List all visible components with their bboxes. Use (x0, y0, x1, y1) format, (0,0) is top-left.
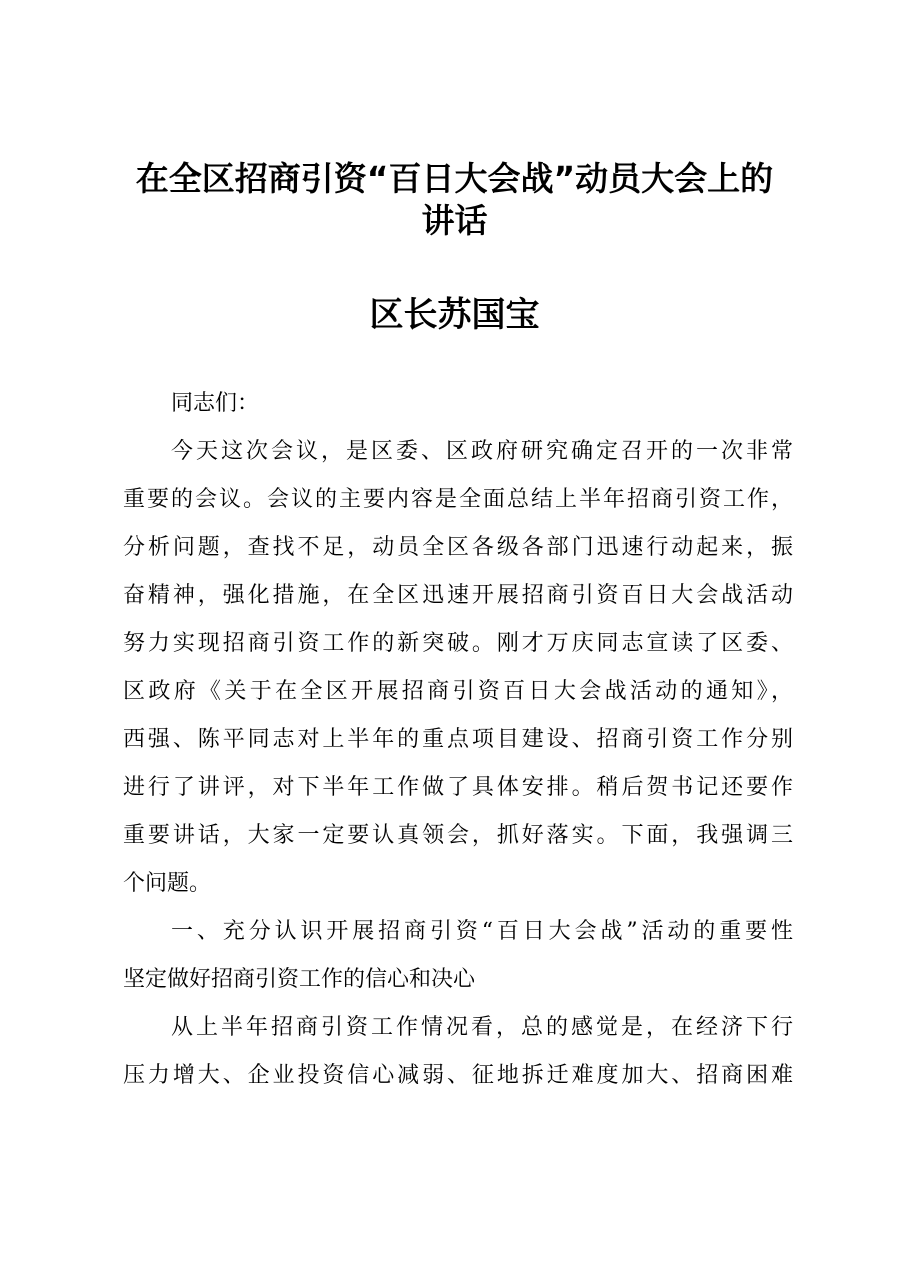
body-text (123, 380, 793, 1100)
body-line: 进行了讲评，对下半年工作做了具体安排。稍后贺书记还要作 (123, 775, 793, 800)
body-line: 重要的会议。会议的主要内容是全面总结上半年招商引资工作， (123, 487, 793, 512)
body-line: 分析问题，查找不足，动员全区各级各部门迅速行动起来，振 (123, 535, 793, 560)
title-line-1: 在全区招商引资“百日大会战”动员大会上的 (135, 159, 774, 198)
body-line: 西强、陈平同志对上半年的重点项目建设、招商引资工作分别 (123, 727, 793, 752)
body-line: 努力实现招商引资工作的新突破。刚才万庆同志宣读了区委、 (123, 631, 793, 656)
body-line: 一、充分认识开展招商引资“百日大会战”活动的重要性 (171, 919, 793, 944)
body-line: 同志们： (171, 391, 260, 416)
body-line: 压力增大、企业投资信心减弱、征地拆迁难度加大、招商困难 (123, 1063, 793, 1088)
body-line: 区政府《关于在全区开展招商引资百日大会战活动的通知》， (123, 679, 793, 704)
body-line: 个问题。 (123, 871, 212, 896)
body-line: 今天这次会议，是区委、区政府研究确定召开的一次非常 (171, 439, 793, 464)
document-title (0, 158, 909, 242)
body-line: 坚定做好招商引资工作的信心和决心 (123, 967, 476, 992)
title-line-2: 讲话 (421, 201, 488, 240)
author-name: 区长苏国宝 (369, 295, 540, 335)
body-line: 从上半年招商引资工作情况看，总的感觉是，在经济下行 (171, 1015, 793, 1040)
body-line: 奋精神，强化措施，在全区迅速开展招商引资百日大会战活动 (123, 583, 793, 608)
body-line: 重要讲话，大家一定要认真领会，抓好落实。下面，我强调三 (123, 823, 793, 848)
